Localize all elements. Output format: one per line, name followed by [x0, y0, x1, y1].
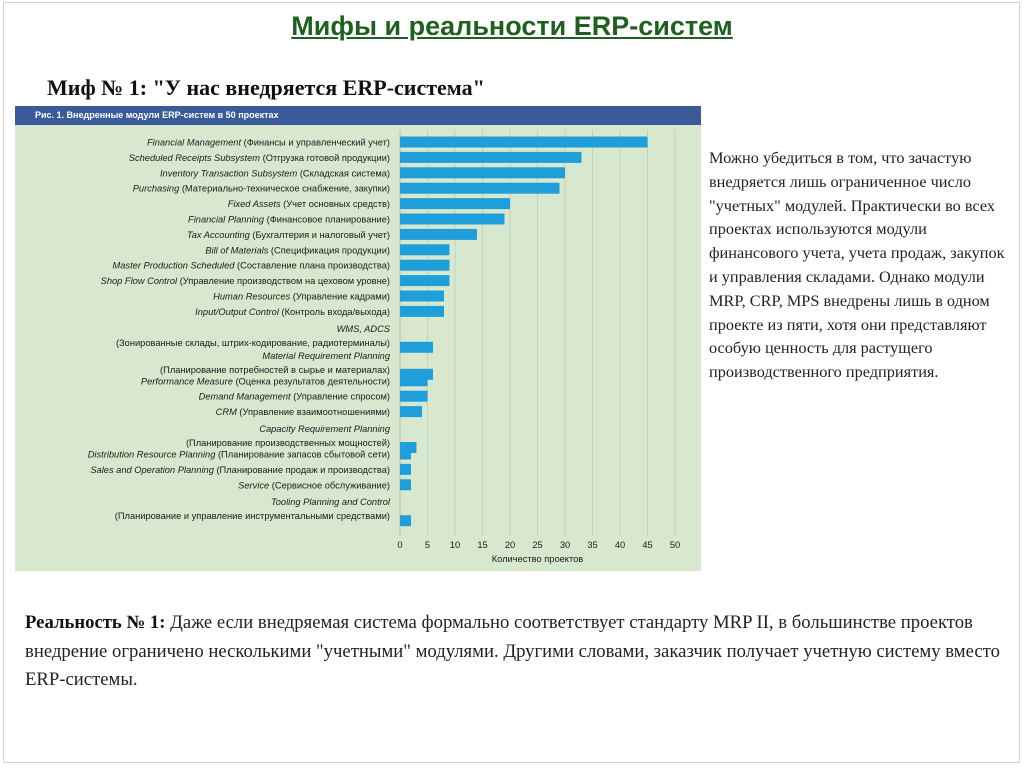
chart-bar [400, 198, 510, 209]
x-tick-label: 35 [587, 540, 598, 550]
category-label [88, 450, 390, 460]
category-label-en: Financial Management [146, 137, 242, 148]
myth-heading: Миф № 1: "У нас внедряется ERP-система" [47, 75, 485, 100]
category-label-ru: (Оценка результатов деятельности) [232, 376, 390, 387]
category-label-ru: (Планирование и управление инструментальными средствами) [114, 511, 390, 522]
category-label-en: Shop Flow Control [100, 276, 178, 287]
category-label [101, 276, 390, 286]
category-label-en: Inventory Transaction Subsystem [159, 168, 298, 179]
chart-bar [400, 306, 444, 317]
category-label [195, 307, 390, 317]
category-label-en: Human Resources [213, 291, 291, 302]
category-label [187, 230, 390, 240]
category-label-ru: (Планирование продаж и производства) [213, 464, 390, 475]
chart-bar [400, 291, 444, 302]
category-label [213, 292, 390, 302]
category-label [216, 407, 390, 417]
chart-bar [400, 391, 428, 402]
reality-label: Реальность № 1: [25, 612, 166, 633]
reality-text: Даже если внедряемая система формально соответствует стандарту MRP II, в большинстве проектов внедрение ограничено несколькими "учетными" модулями. Другими словами, заказчик получает учетную систему вместо ERP-системы. [25, 612, 1000, 690]
category-label-ru: (Спецификация продукции) [268, 245, 390, 256]
chart-bar [400, 479, 411, 490]
bar-chart [15, 106, 701, 571]
category-label-en: Capacity Requirement Planning [259, 424, 390, 434]
x-tick-label: 20 [504, 540, 516, 550]
category-label [160, 168, 390, 178]
category-label-ru: (Зонированные склады, штрих-кодирование, радиотерминалы) [115, 337, 390, 348]
x-tick-label: 15 [477, 540, 488, 550]
chart-bar [400, 229, 477, 240]
side-commentary: Можно убедиться в том, что зачастую внедряется лишь ограниченное число "учетных" модулей. Практически во всех проектах используются модули финансового учета, учета продаж, закупок и управления складами. Однако модули MRP, CRP, MPS внедрены лишь в одном проекте из пяти, хотя они представляют особую ценность для растущего производственного предприятия. [709, 148, 1005, 382]
category-label [228, 199, 390, 209]
slide-title: Мифы и реальности ERP-систем [291, 11, 733, 41]
reality-paragraph [25, 609, 1000, 695]
category-label-ru: (Финансы и управленческий учет) [241, 137, 390, 148]
x-tick-label: 30 [559, 540, 571, 550]
category-label-ru: (Контроль входа/выхода) [278, 306, 390, 317]
category-label-ru: (Управление производством на цеховом уровне) [177, 276, 390, 287]
category-label [113, 261, 391, 271]
category-label-ru: (Финансовое планирование) [264, 214, 390, 225]
category-label-ru: (Планирование потребностей в сырье и материалах) [160, 364, 390, 375]
category-label-ru: (Управление кадрами) [290, 291, 390, 302]
category-label [141, 376, 390, 386]
category-label-en: Service [238, 480, 270, 491]
category-label [147, 138, 390, 148]
x-tick-label: 25 [532, 540, 543, 550]
category-label-en: CRM [215, 407, 237, 418]
category-label-en: Sales and Operation Planning [90, 464, 214, 475]
category-label-en: Tooling Planning and Control [270, 497, 390, 508]
chart-bar [400, 214, 505, 225]
category-label-ru: (Управление взаимоотношениями) [236, 407, 390, 418]
chart-bar [400, 275, 450, 286]
chart-bar [400, 260, 450, 271]
category-label-en: Bill of Materials [205, 245, 269, 256]
category-label-en: Distribution Resource Planning [87, 449, 216, 460]
chart-bar [400, 342, 433, 353]
chart-bar [400, 375, 428, 386]
x-tick-label: 0 [397, 540, 403, 550]
category-label [133, 184, 390, 194]
chart-bar [400, 244, 450, 255]
chart-bar [400, 449, 411, 460]
x-tick-label: 5 [424, 540, 431, 550]
category-label-ru: (Отгрузка готовой продукции) [260, 152, 390, 163]
category-label-ru: (Складская система) [297, 168, 390, 179]
chart-bar [400, 167, 565, 178]
chart-bar [400, 137, 648, 148]
category-label-ru: (Планирование производственных мощностей) [185, 438, 390, 448]
category-label-en: Fixed Assets [227, 199, 281, 210]
x-axis-label: Количество проектов [491, 554, 584, 564]
category-label-en: Tax Accounting [186, 229, 250, 240]
category-label-ru: (Бухгалтерия и налоговый учет) [249, 229, 390, 240]
chart-bar [400, 464, 411, 475]
chart-bar [400, 515, 411, 526]
chart-title: Рис. 1. Внедренные модули ERP-систем в 50 проектах [15, 106, 701, 125]
category-label [90, 465, 390, 475]
category-label [238, 480, 390, 490]
category-label-ru: (Составление плана производства) [234, 260, 390, 271]
chart-bar [400, 152, 582, 163]
category-label-en: Master Production Scheduled [112, 260, 235, 271]
x-tick-label: 10 [449, 540, 461, 550]
category-label-en: Material Requirement Planning [262, 350, 390, 361]
category-label-en: Performance Measure [140, 376, 233, 387]
category-label [129, 153, 390, 163]
category-label-ru: (Учет основных средств) [280, 199, 390, 210]
category-label-en: WMS, ADCS [336, 323, 390, 334]
chart-bar [400, 406, 422, 417]
category-label-en: Demand Management [198, 391, 291, 402]
category-label-ru: (Планирование запасов сбытовой сети) [215, 449, 390, 460]
category-label [199, 392, 390, 402]
chart-bar [400, 183, 560, 194]
x-tick-label: 50 [669, 540, 681, 550]
category-label [188, 215, 390, 225]
category-label-ru: (Материально-техническое снабжение, закупки) [179, 183, 390, 194]
category-label-en: Scheduled Receipts Subsystem [128, 152, 261, 163]
category-label-en: Input/Output Control [195, 306, 279, 317]
category-label-ru: (Управление спросом) [290, 391, 390, 402]
category-label [205, 245, 390, 255]
category-label-en: Purchasing [132, 183, 180, 194]
x-tick-label: 40 [614, 540, 626, 550]
x-tick-label: 45 [642, 540, 653, 550]
chart-panel [15, 106, 701, 571]
category-label-en: Financial Planning [188, 214, 265, 225]
category-label-ru: (Сервисное обслуживание) [269, 480, 390, 491]
